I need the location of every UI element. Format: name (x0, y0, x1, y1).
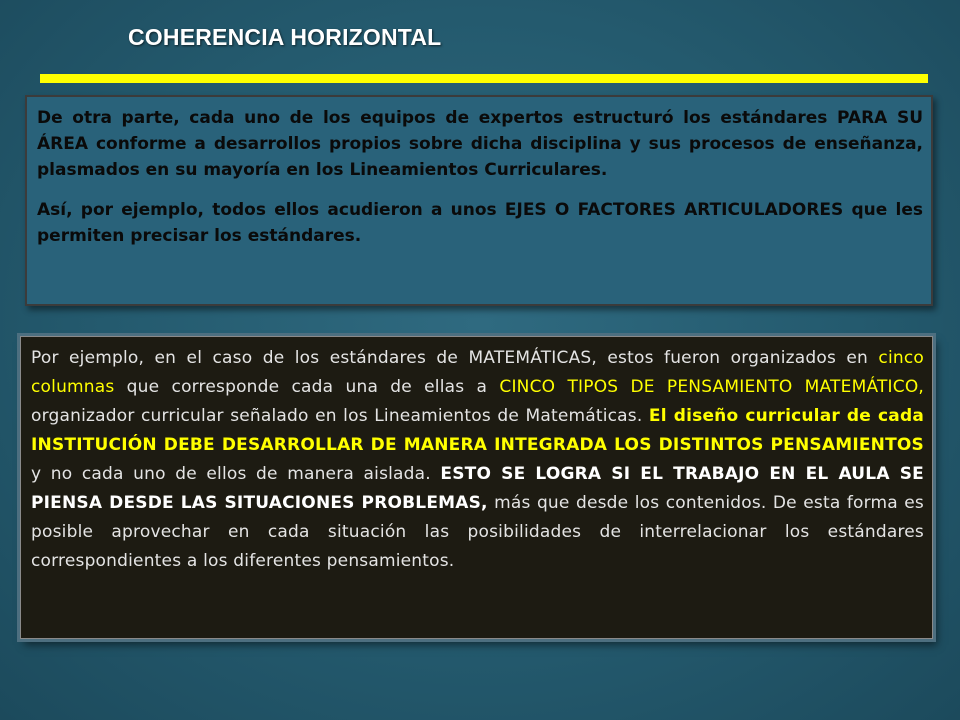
example-text-3: organizador curricular señalado en los Lineamientos de Matemáticas. (31, 406, 649, 426)
slide-title: COHERENCIA HORIZONTAL (128, 24, 442, 50)
example-text-2: que corresponde cada una de ellas a (114, 377, 500, 397)
highlight-cinco-columnas: cinco columnas (31, 348, 924, 397)
intro-text-box (25, 95, 933, 306)
highlight-cinco-tipos: CINCO TIPOS DE PENSAMIENTO MATEMÁTICO, (499, 377, 925, 397)
intro-paragraph-2: Así, por ejemplo, todos ellos acudieron a unos EJES O FACTORES ARTICULADORES que les permiten precisar los estándares. (37, 200, 923, 246)
highlight-diseno-curricular: El diseño curricular de cada INSTITUCIÓN DEBE DESARROLLAR DE MANERA INTEGRADA LOS DISTINTOS PENSAMIENTOS (31, 406, 924, 455)
example-text-4: y no cada uno de ellos de manera aislada. (31, 464, 441, 484)
example-text-1: Por ejemplo, en el caso de los estándares de MATEMÁTICAS, estos fueron organizados en (31, 348, 879, 368)
example-text-box (20, 336, 933, 639)
highlight-trabajo-aula: ESTO SE LOGRA SI EL TRABAJO EN EL AULA SE PIENSA DESDE LAS SITUACIONES PROBLEMAS, (31, 464, 924, 513)
title-underline (40, 74, 928, 83)
intro-paragraph-1: De otra parte, cada uno de los equipos de expertos estructuró los estándares PARA SU ÁREA conforme a desarrollos propios sobre dicha disciplina y sus procesos de enseñanza, plasmados en su mayoría en los Lineamientos Curriculares. (37, 108, 923, 180)
example-paragraph (31, 344, 924, 576)
example-text-5: más que desde los contenidos. De esta forma es posible aprovechar en cada situación las posibilidades de interrelacionar los estándares correspondientes a los diferentes pensamientos. (31, 493, 924, 571)
